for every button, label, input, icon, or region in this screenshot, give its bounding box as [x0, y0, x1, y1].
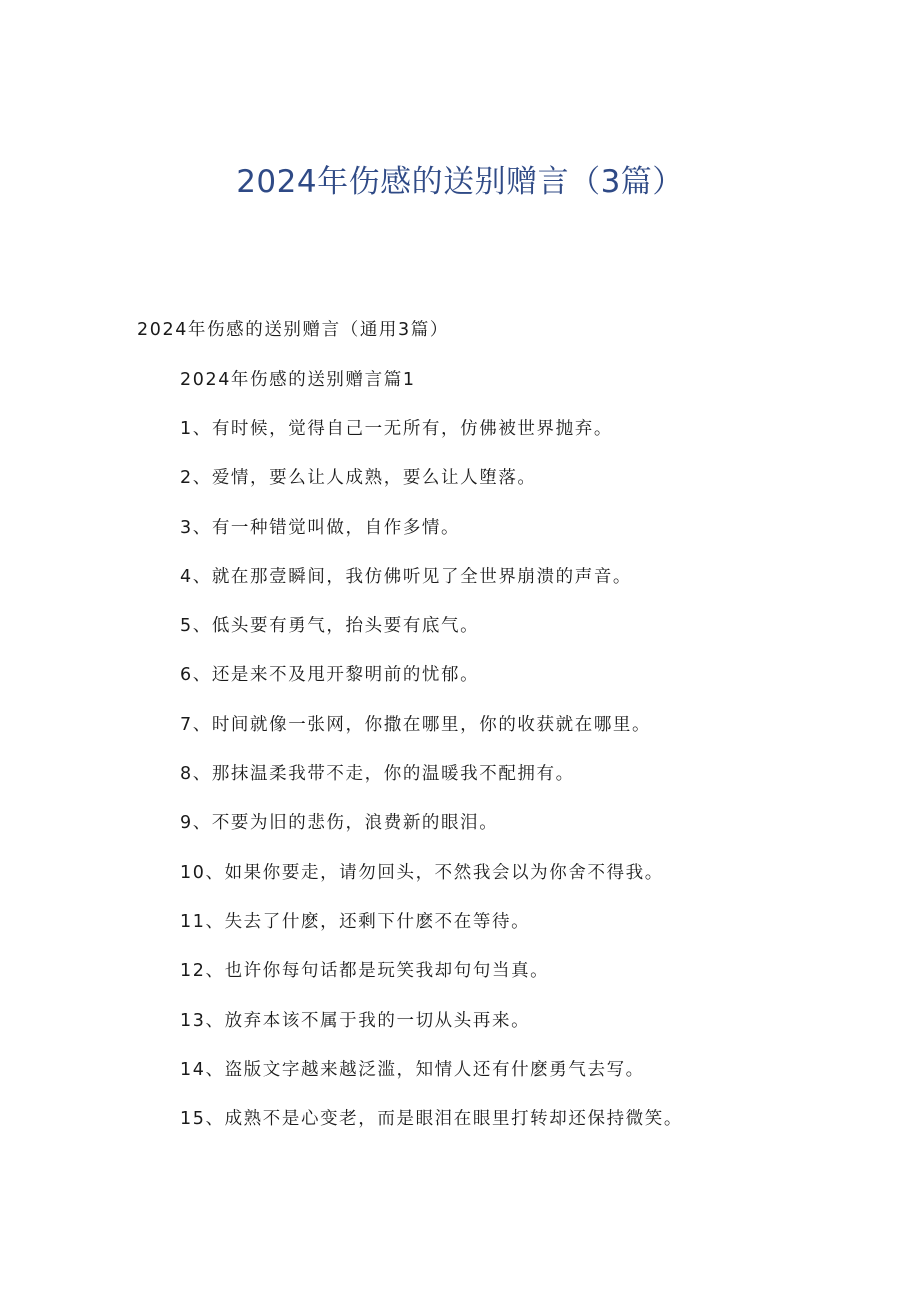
list-item: 8、那抹温柔我带不走，你的温暖我不配拥有。 — [180, 764, 575, 785]
list-item: 14、盗版文字越来越泛滥，知情人还有什麽勇气去写。 — [180, 1059, 645, 1080]
list-item: 13、放弃本该不属于我的一切从头再来。 — [180, 1010, 531, 1031]
list-item: 10、如果你要走，请勿回头，不然我会以为你舍不得我。 — [180, 862, 664, 883]
list-item: 4、就在那壹瞬间，我仿佛听见了全世界崩溃的声音。 — [180, 566, 633, 587]
list-item: 7、时间就像一张网，你撒在哪里，你的收获就在哪里。 — [180, 714, 652, 735]
list-item: 11、失去了什麽，还剩下什麽不在等待。 — [180, 911, 531, 932]
list-item: 5、低头要有勇气，抬头要有底气。 — [180, 616, 480, 637]
section-heading: 2024年伤感的送别赠言篇1 — [180, 370, 416, 390]
list-item: 3、有一种错觉叫做，自作多情。 — [180, 517, 461, 538]
list-item: 12、也许你每句话都是玩笑我却句句当真。 — [180, 961, 550, 982]
list-item: 6、还是来不及甩开黎明前的忧郁。 — [180, 665, 480, 686]
list-item: 15、成熟不是心变老，而是眼泪在眼里打转却还保持微笑。 — [180, 1109, 683, 1130]
list-item: 1、有时候，觉得自己一无所有，仿佛被世界抛弃。 — [180, 419, 613, 439]
document-subtitle: 2024年伤感的送别赠言（通用3篇） — [137, 320, 449, 340]
list-item: 2、爱情，要么让人成熟，要么让人堕落。 — [180, 468, 537, 489]
farewell-list — [180, 415, 683, 1154]
document-title: 2024年伤感的送别赠言（3篇） — [236, 164, 684, 200]
list-item: 9、不要为旧的悲伤，浪费新的眼泪。 — [180, 813, 499, 834]
